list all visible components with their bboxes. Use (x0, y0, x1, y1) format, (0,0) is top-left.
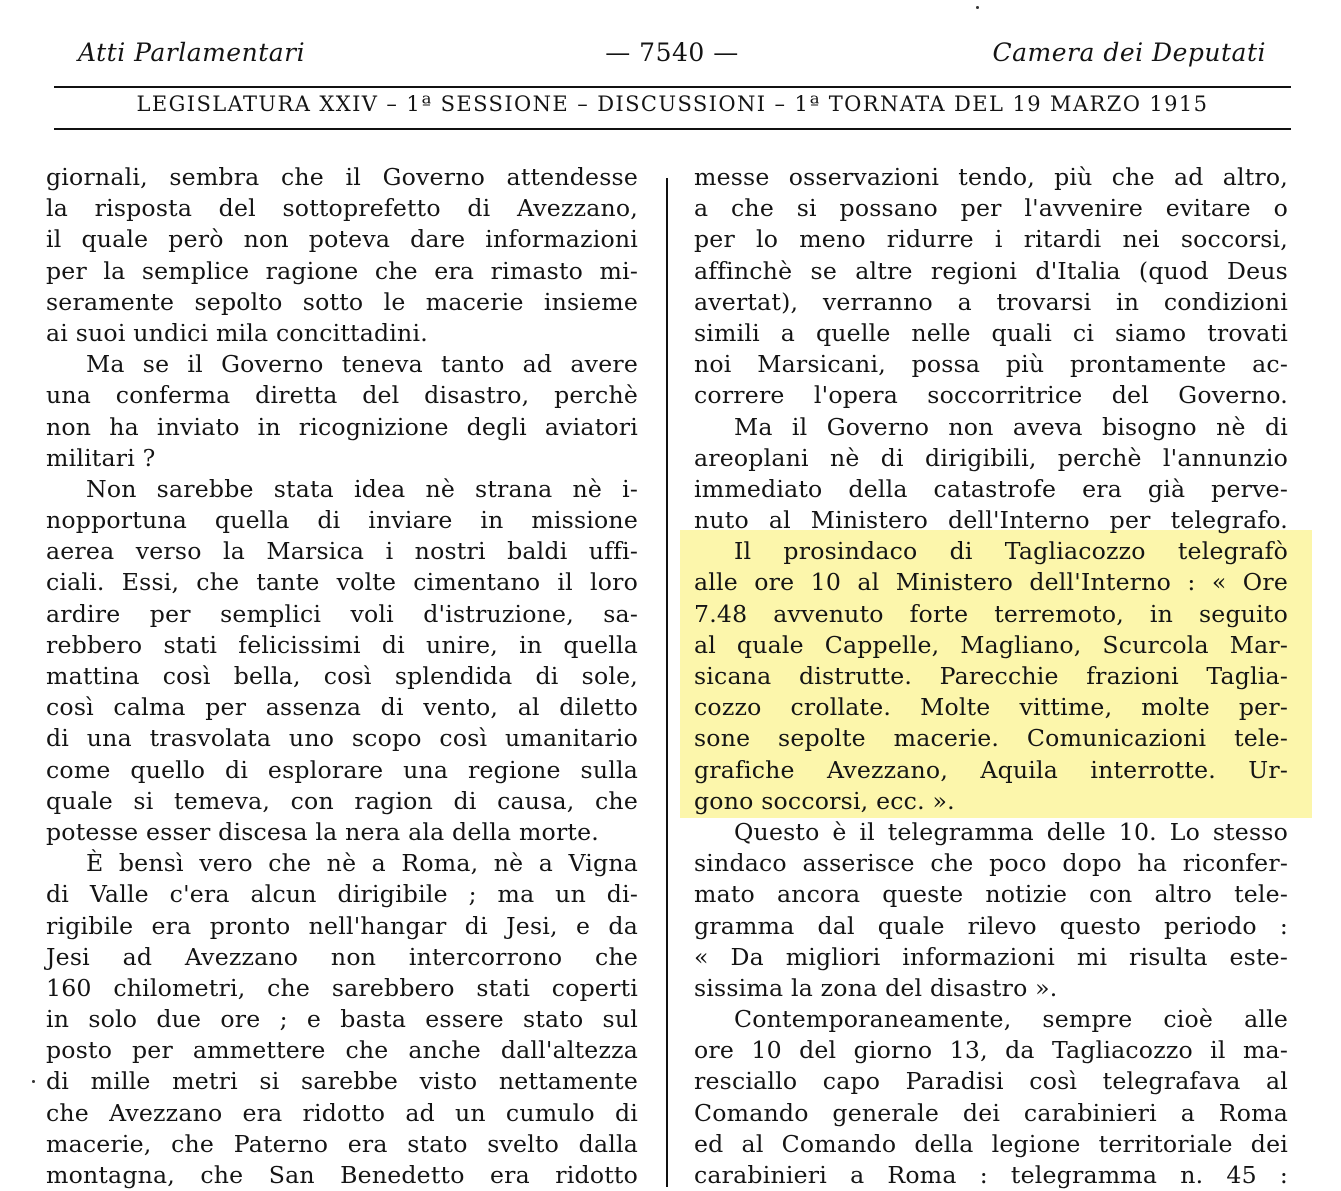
text-line: di mille metri si sarebbe visto nettamente (46, 1067, 638, 1096)
text-line: Questo è il telegramma delle 10. Lo stesso (734, 817, 1288, 846)
text-line: nuto al Ministero dell'Interno per telegrafo. (694, 506, 1288, 535)
text-line: Jesi ad Avezzano non intercorrono che (46, 942, 638, 971)
text-line: sone sepolte macerie. Comunicazioni tele- (694, 724, 1288, 753)
text-line: seramente sepolto sotto le macerie insieme (46, 287, 638, 316)
page-number: — 7540 — (605, 38, 739, 67)
text-line: mato ancora queste notizie con altro tele- (694, 880, 1288, 909)
text-line: gramma dal quale rilevo questo periodo : (694, 911, 1288, 940)
text-line: montagna, che San Benedetto era ridotto (46, 1161, 638, 1189)
text-line: Non sarebbe stata idea nè strana nè i- (86, 474, 638, 503)
text-line: per la semplice ragione che era rimasto mi- (46, 256, 638, 285)
text-line: ardire per semplici voli d'istruzione, sa- (46, 599, 638, 628)
text-line: così calma per assenza di vento, al diletto (46, 693, 638, 722)
text-line: resciallo capo Paradisi così telegrafava al (694, 1067, 1288, 1096)
text-line: affinchè se altre regioni d'Italia (quod Deus (694, 256, 1288, 285)
text-line: non ha inviato in ricognizione degli aviatori (46, 412, 638, 441)
text-line: È bensì vero che nè a Roma, nè a Vigna (86, 849, 638, 878)
text-line: militari ? (46, 443, 156, 472)
page-header (78, 38, 1266, 78)
text-line: di una trasvolata uno scopo così umanitario (46, 724, 638, 753)
header-right-title: Camera dei Deputati (992, 38, 1266, 67)
text-line: nopportuna quella di inviare in missione (46, 506, 638, 535)
text-line: ed al Comando della legione territoriale dei (694, 1129, 1288, 1158)
text-line: per lo meno ridurre i ritardi nei soccorsi, (694, 225, 1288, 254)
text-line: 7.48 avvenuto forte terremoto, in seguito (694, 599, 1288, 628)
text-line: simili a quelle nelle quali ci siamo trovati (694, 318, 1288, 347)
text-line: aerea verso la Marsica i nostri baldi uffi- (46, 537, 638, 566)
right-column (694, 162, 1288, 1191)
text-line: immediato della catastrofe era già perve- (694, 474, 1288, 503)
header-left-title: Atti Parlamentari (78, 38, 306, 67)
text-line: avertat), verranno a trovarsi in condizioni (694, 287, 1288, 316)
left-column (46, 162, 638, 1191)
text-line: una conferma diretta del disastro, perchè (46, 381, 638, 410)
column-divider (666, 178, 668, 1187)
text-line: rebbero stati felicissimi di unire, in quella (46, 630, 638, 659)
text-line: giornali, sembra che il Governo attendesse (46, 163, 638, 191)
text-line: Ma il Governo non aveva bisogno nè di (734, 412, 1288, 441)
text-line: in solo due ore ; e basta essere stato sul (46, 1005, 638, 1034)
text-line: 160 chilometri, che sarebbero stati coperti (46, 973, 638, 1002)
text-line: macerie, che Paterno era stato svelto dalla (46, 1129, 638, 1158)
text-line: quale si temeva, con ragion di causa, che (46, 786, 638, 815)
text-line: « Da migliori informazioni mi risulta este- (694, 942, 1288, 971)
text-line: sissima la zona del disastro ». (694, 973, 1058, 1002)
text-line: gono soccorsi, ecc. ». (694, 786, 955, 815)
text-line: ore 10 del giorno 13, da Tagliacozzo il ma- (694, 1036, 1288, 1065)
text-line: al quale Cappelle, Magliano, Scurcola Mar- (694, 630, 1288, 659)
text-line: rigibile era pronto nell'hangar di Jesi, e da (46, 911, 638, 940)
text-line: sicana distrutte. Parecchie frazioni Taglia- (694, 662, 1288, 690)
text-line: che Avezzano era ridotto ad un cumulo di (46, 1098, 638, 1127)
text-line: come quello di esplorare una regione sulla (46, 755, 638, 784)
text-line: posto per ammettere che anche dall'altezza (46, 1036, 638, 1065)
text-line: messe osservazioni tendo, più che ad altro, (694, 163, 1288, 191)
text-line: carabinieri a Roma : telegramma n. 45 : (694, 1161, 1288, 1189)
text-line: noi Marsicani, possa più prontamente ac- (694, 350, 1288, 379)
text-line: la risposta del sottoprefetto di Avezzano, (46, 194, 638, 223)
text-line: mattina così bella, così splendida di sole, (46, 662, 638, 690)
speck (32, 1080, 35, 1083)
text-line: correre l'opera soccorritrice del Governo. (694, 381, 1288, 410)
text-line: a che si possano per l'avvenire evitare o (694, 194, 1288, 223)
text-line: Comando generale dei carabinieri a Roma (694, 1098, 1288, 1127)
text-line: alle ore 10 al Ministero dell'Interno : « Ore (694, 568, 1288, 597)
text-line: di Valle c'era alcun dirigibile ; ma un di- (46, 880, 638, 909)
text-line: cozzo crollate. Molte vittime, molte per- (694, 693, 1288, 722)
text-line: sindaco asserisce che poco dopo ha riconfer- (694, 849, 1288, 878)
text-line: potesse esser discesa la nera ala della morte. (46, 817, 599, 846)
text-line: ciali. Essi, che tante volte cimentano il loro (46, 568, 638, 597)
text-line: il quale però non poteva dare informazioni (46, 225, 638, 254)
text-line: Contemporaneamente, sempre cioè alle (734, 1005, 1288, 1034)
session-subheader: LEGISLATURA XXIV – 1ª SESSIONE – DISCUSSIONI – 1ª TORNATA DEL 19 MARZO 1915 (136, 92, 1209, 116)
speck (976, 6, 979, 9)
text-line: ai suoi undici mila concittadini. (46, 318, 428, 347)
text-line: grafiche Avezzano, Aquila interrotte. Ur- (694, 755, 1288, 784)
header-rule-bottom (54, 128, 1291, 130)
text-line: Il prosindaco di Tagliacozzo telegrafò (734, 537, 1288, 566)
text-line: Ma se il Governo teneva tanto ad avere (86, 350, 638, 379)
header-rule-top (54, 86, 1291, 88)
text-line: areoplani nè di dirigibili, perchè l'annunzio (694, 443, 1288, 472)
